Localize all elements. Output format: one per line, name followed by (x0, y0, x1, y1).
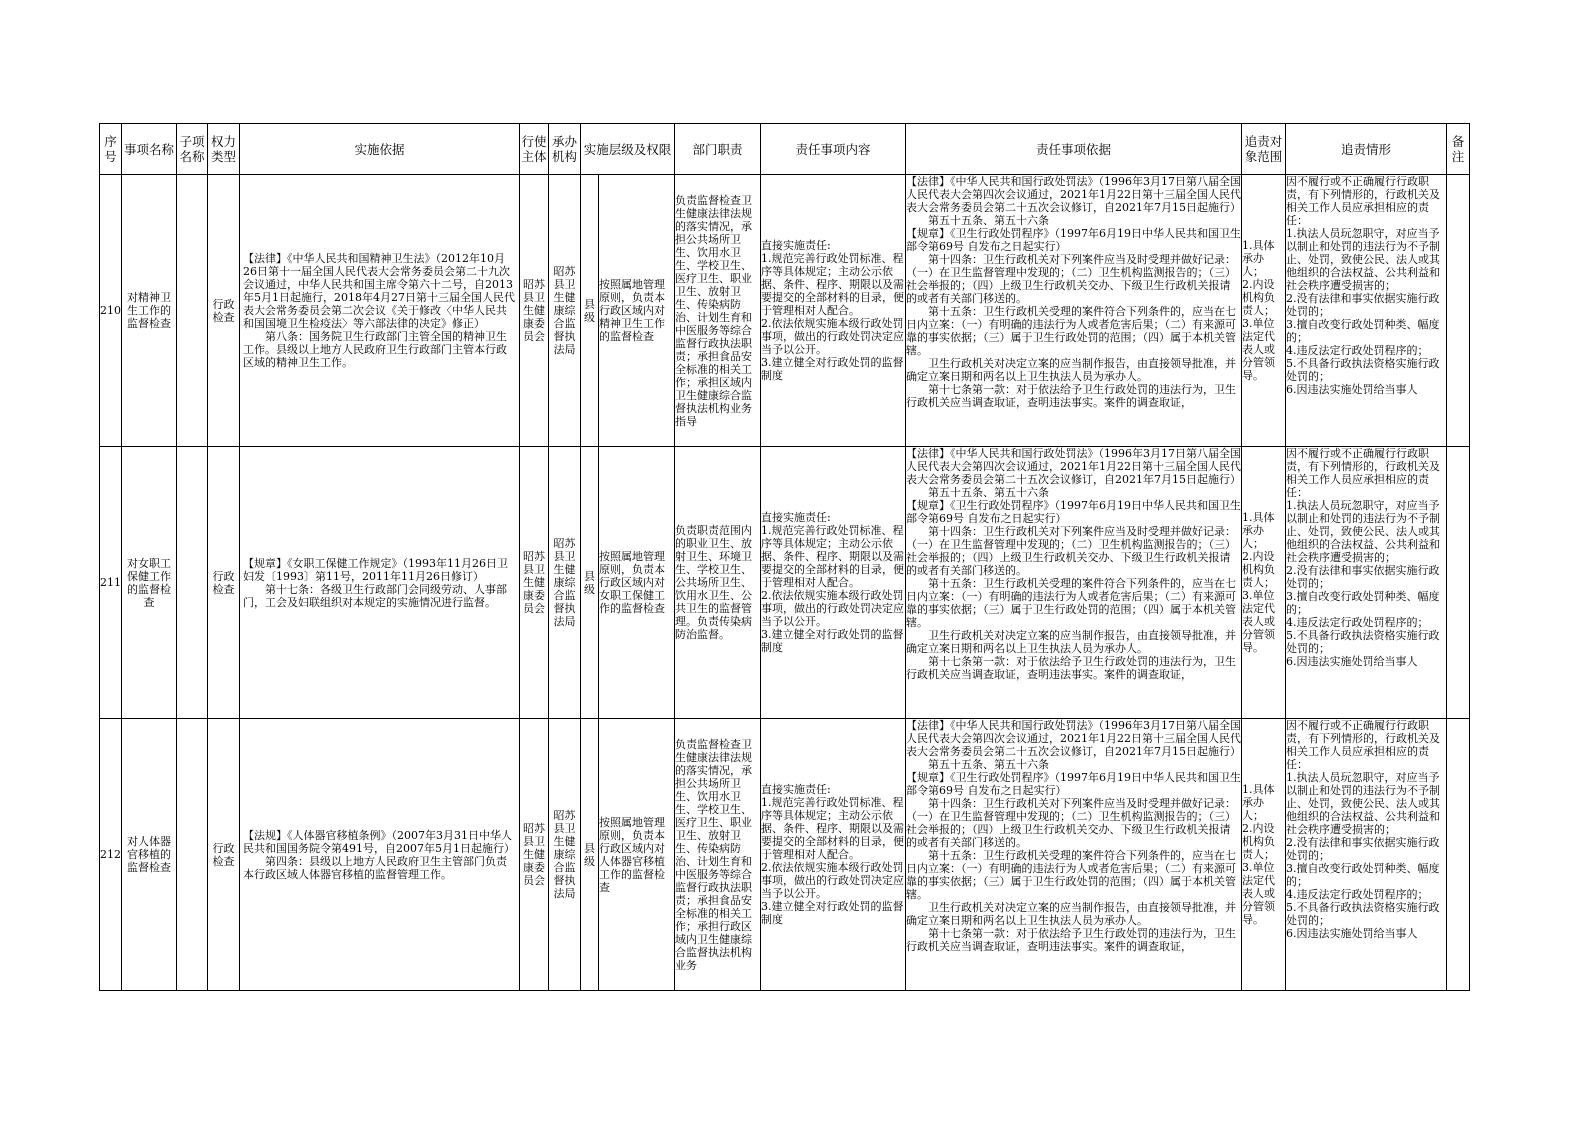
resp-basis-art14: 第十四条：卫生行政机关对下列案件应当及时受理并做好记录：（一）在卫生监督管理中发现的；（二）卫生机构监测报告的；（三）社会举报的；（四）上级卫生行政机关交办、下级卫生行政机关报请的或者有关部门移送的。 (906, 253, 1236, 305)
situations-content: 因不履行或不正确履行行政职责，有下列情形的，行政机关及相关工作人员应承担相应的责任： 1.执法人员玩忽职守，对应当予以制止和处罚的违法行为不予制止、处罚，致使公民、法人或其他组织的合法权益、公共利益和社会秩序遭受损害的； 2.没有法律和事实依据实施行政处罚的； 3.擅自改变行政处罚种类、幅度的； 4.违反法定行政处罚程序的； 5.不具备行政执法资格实施行政处罚的； 6.因违法实施处罚给当事人 (1286, 447, 1440, 668)
executing-subject: 昭苏县卫生健康委员会 (520, 719, 549, 991)
item-name: 对女职工保健工作的监督检查 (122, 447, 177, 719)
resp-basis-articles: 第五十五条、第五十六条 (928, 486, 1049, 499)
resp-basis-rule: 【规章】《卫生行政处罚程序》（1997年6月19日中华人民共和国卫生部令第69号 自发布之日起实行） (906, 227, 1241, 253)
basis-text (243, 252, 516, 369)
header-row (100, 124, 1470, 175)
basis-source: 【法规】《人体器官移植条例》（2007年3月31日中华人民共和国国务院令第491号，自2007年5月1日起施行） (243, 828, 515, 855)
responsibility-content: 直接实施责任: 1.规范完善行政处罚标准、程序等具体规定；主动公示依据、条件、程序、期限以及需要提交的全部材料的目录，便于管理相对人配合。 2.依法依规实施本级行政处罚事项，做出的行政处罚决定应当予以公开。 3.建立健全对行政处罚的监督制度 (761, 719, 906, 991)
resp-basis-law: 【法律】《中华人民共和国行政处罚法》（1996年3月17日第八届全国人民代表大会第四次会议通过，2021年1月22日第十三届全国人民代表大会常务委员会第二十五次会议修订，自2021年7月15日起施行） (906, 447, 1241, 486)
table-row (100, 447, 1470, 719)
resp-basis-art17: 第十七条第一款：对于依法给予卫生行政处罚的违法行为，卫生行政机关应当调查取证，查明违法事实。案件的调查取证， (906, 927, 1236, 953)
header-seq: 序号 (100, 124, 122, 175)
situations-text (1286, 719, 1446, 940)
responsibility-basis (906, 719, 1242, 991)
header-subject: 行使主体 (520, 124, 549, 175)
resp-basis-art15: 第十五条：卫生行政机关受理的案件符合下列条件的，应当在七日内立案：（一）有明确的违法行为人或者危害后果；（二）有来源可靠的事实依据；（三）属于卫生行政处罚的范围；（四）属于本机关管辖。 (906, 305, 1236, 357)
basis-article: 第十七条：各级卫生行政部门会同级劳动、人事部门，工会及妇联组织对本规定的实施情况进行监督。 (243, 582, 507, 609)
dept-duty (675, 447, 761, 719)
resp-basis-text (906, 447, 1241, 681)
responsibility-content: 直接实施责任: 1.规范完善行政处罚标准、程序等具体规定；主动公示依据、条件、程序、期限以及需要提交的全部材料的目录，便于管理相对人配合。 2.依法依规实施本级行政处罚事项，做出的行政处罚决定应当予以公开。 3.建立健全对行政处罚的监督制度 (761, 175, 906, 447)
implementation-level: 县级 (581, 719, 599, 991)
header-org: 承办机构 (549, 124, 581, 175)
resp-basis-art15: 第十五条：卫生行政机关受理的案件符合下列条件的，应当在七日内立案：（一）有明确的违法行为人或者危害后果；（二）有来源可靠的事实依据；（三）属于卫生行政处罚的范围；（四）属于本机关管辖。 (906, 849, 1236, 901)
resp-basis-art14: 第十四条：卫生行政机关对下列案件应当及时受理并做好记录：（一）在卫生监督管理中发现的；（二）卫生机构监测报告的；（三）社会举报的；（四）上级卫生行政机关交办、下级卫生行政机关报请的或者有关部门移送的。 (906, 525, 1236, 577)
resp-basis-articles: 第五十五条、第五十六条 (928, 758, 1049, 771)
responsibility-content: 直接实施责任: 1.规范完善行政处罚标准、程序等具体规定；主动公示依据、条件、程序、期限以及需要提交的全部材料的目录，便于管理相对人配合。 2.依法依规实施本级行政处罚事项，做出的行政处罚决定应当予以公开。 3.建立健全对行政处罚的监督制度 (761, 447, 906, 719)
situations-text (1286, 447, 1446, 668)
power-list-table (99, 123, 1470, 991)
header-level: 实施层级及权限 (581, 124, 675, 175)
sub-item-name (177, 175, 208, 447)
table-row (100, 719, 1470, 991)
handling-org: 昭苏县卫生健康综合监督执法局 (549, 175, 581, 447)
item-name: 对精神卫生工作的监督检查 (122, 175, 177, 447)
resp-basis-law: 【法律】《中华人民共和国行政处罚法》（1996年3月17日第八届全国人民代表大会第四次会议通过，2021年1月22日第十三届全国人民代表大会常务委员会第二十五次会议修订，自2021年7月15日起施行） (906, 175, 1241, 214)
resp-basis-art17: 第十七条第一款：对于依法给予卫生行政处罚的违法行为，卫生行政机关应当调查取证，查明违法事实。案件的调查取证， (906, 383, 1236, 409)
header-resp-content: 责任事项内容 (761, 124, 906, 175)
accountability-scope: 1.具体承办人； 2.内设机构负责人； 3.单位法定代表人或分管领导。 (1242, 719, 1286, 991)
situations-text (1286, 175, 1446, 396)
table-row (100, 175, 1470, 447)
header-scope: 追责对象范围 (1242, 124, 1286, 175)
row-seq: 211 (100, 447, 122, 719)
header-power-type: 权力类型 (208, 124, 240, 175)
executing-subject: 昭苏县卫生健康委员会 (520, 175, 549, 447)
implementation-basis (240, 719, 520, 991)
resp-basis-rule: 【规章】《卫生行政处罚程序》（1997年6月19日中华人民共和国卫生部令第69号 自发布之日起实行） (906, 771, 1241, 797)
dept-duty-content: 负责监督检查卫生健康法律法规的落实情况，承担公共场所卫生、饮用水卫生、学校卫生、医疗卫生、职业卫生、放射卫生、传染病防治、计划生育和中医服务等综合监督行政执法职责；承担食品安全标准的相关工作；承担区域内卫生健康综合监督执法机构业务指导 (675, 193, 752, 428)
resp-basis-filing: 卫生行政机关对决定立案的应当制作报告，由直接领导批准，并确定立案日期和两名以上卫生执法人员为承办人。 (906, 629, 1236, 655)
header-item-name: 事项名称 (122, 124, 177, 175)
resp-basis-art15: 第十五条：卫生行政机关受理的案件符合下列条件的，应当在七日内立案：（一）有明确的违法行为人或者危害后果；（二）有来源可靠的事实依据；（三）属于卫生行政处罚的范围；（四）属于本机关管辖。 (906, 577, 1236, 629)
remark (1447, 175, 1470, 447)
accountability-situations (1286, 447, 1447, 719)
header-resp-basis: 责任事项依据 (906, 124, 1242, 175)
resp-basis-rule: 【规章】《卫生行政处罚程序》（1997年6月19日中华人民共和国卫生部令第69号 自发布之日起实行） (906, 499, 1241, 525)
remark (1447, 719, 1470, 991)
accountability-scope: 1.具体承办人； 2.内设机构负责人； 3.单位法定代表人或分管领导。 (1242, 175, 1286, 447)
dept-duty (675, 175, 761, 447)
resp-basis-text (906, 175, 1241, 409)
accountability-situations (1286, 719, 1447, 991)
dept-duty-text (675, 194, 760, 428)
implementation-level: 县级 (581, 447, 599, 719)
dept-duty-text (675, 524, 760, 641)
resp-basis-filing: 卫生行政机关对决定立案的应当制作报告，由直接领导批准，并确定立案日期和两名以上卫生执法人员为承办人。 (906, 357, 1236, 383)
situations-content: 因不履行或不正确履行行政职责，有下列情形的，行政机关及相关工作人员应承担相应的责任： 1.执法人员玩忽职守，对应当予以制止和处罚的违法行为不予制止、处罚，致使公民、法人或其他组织的合法权益、公共利益和社会秩序遭受损害的； 2.没有法律和事实依据实施行政处罚的； 3.擅自改变行政处罚种类、幅度的； 4.违反法定行政处罚程序的； 5.不具备行政执法资格实施行政处罚的； 6.因违法实施处罚给当事人 (1286, 719, 1440, 940)
resp-basis-filing: 卫生行政机关对决定立案的应当制作报告，由直接领导批准，并确定立案日期和两名以上卫生执法人员为承办人。 (906, 901, 1236, 927)
implementation-basis (240, 447, 520, 719)
header-remark: 备注 (1447, 124, 1470, 175)
resp-basis-art14: 第十四条：卫生行政机关对下列案件应当及时受理并做好记录：（一）在卫生监督管理中发现的；（二）卫生机构监测报告的；（三）社会举报的；（四）上级卫生行政机关交办、下级卫生行政机关报请的或者有关部门移送的。 (906, 797, 1236, 849)
responsibility-basis (906, 447, 1242, 719)
resp-basis-text (906, 719, 1241, 953)
authority-scope: 按照属地管理原则，负责本行政区域内对精神卫生工作的监督检查 (599, 175, 675, 447)
row-seq: 210 (100, 175, 122, 447)
header-situations: 追责情形 (1286, 124, 1447, 175)
implementation-level: 县级 (581, 175, 599, 447)
resp-basis-law: 【法律】《中华人民共和国行政处罚法》（1996年3月17日第八届全国人民代表大会第四次会议通过，2021年1月22日第十三届全国人民代表大会常务委员会第二十五次会议修订，自2021年7月15日起施行） (906, 719, 1241, 758)
resp-basis-articles: 第五十五条、第五十六条 (928, 214, 1049, 227)
row-seq: 212 (100, 719, 122, 991)
authority-scope: 按照属地管理原则，负责本行政区域内对女职工保健工作的监督检查 (599, 447, 675, 719)
header-sub-item: 子项名称 (177, 124, 208, 175)
handling-org: 昭苏县卫生健康综合监督执法局 (549, 447, 581, 719)
item-name: 对人体器官移植的监督检查 (122, 719, 177, 991)
header-basis: 实施依据 (240, 124, 520, 175)
authority-scope: 按照属地管理原则，负责本行政区域内对人体器官移植工作的监督检查 (599, 719, 675, 991)
power-type: 行政检查 (208, 175, 240, 447)
executing-subject: 昭苏县卫生健康委员会 (520, 447, 549, 719)
dept-duty-content: 负责监督检查卫生健康法律法规的落实情况，承担公共场所卫生、饮用水卫生、学校卫生、医疗卫生、职业卫生、放射卫生、传染病防治、计划生育和中医服务等综合监督行政执法职责；承担食品安全标准的相关工作；承担行政区域内卫生健康综合监督执法机构业务 (675, 737, 752, 972)
sub-item-name (177, 447, 208, 719)
basis-article: 第四条：县级以上地方人民政府卫生主管部门负责本行政区域人体器官移植的监督管理工作。 (243, 854, 507, 881)
power-type: 行政检查 (208, 719, 240, 991)
resp-basis-art17: 第十七条第一款：对于依法给予卫生行政处罚的违法行为，卫生行政机关应当调查取证，查明违法事实。案件的调查取证， (906, 655, 1236, 681)
handling-org: 昭苏县卫生健康综合监督执法局 (549, 719, 581, 991)
power-type: 行政检查 (208, 447, 240, 719)
basis-source: 【规章】《女职工保健工作规定》（1993年11月26日卫妇发〔1993〕第11号，2011年11月26日修订） (243, 556, 508, 583)
basis-text (243, 829, 516, 881)
dept-duty-text (675, 738, 760, 972)
accountability-situations (1286, 175, 1447, 447)
basis-article: 第八条：国务院卫生行政部门主管全国的精神卫生工作。县级以上地方人民政府卫生行政部门主管本行政区域的精神卫生工作。 (243, 330, 507, 369)
header-dept-duty: 部门职责 (675, 124, 761, 175)
situations-content: 因不履行或不正确履行行政职责，有下列情形的，行政机关及相关工作人员应承担相应的责任： 1.执法人员玩忽职守，对应当予以制止和处罚的违法行为不予制止、处罚，致使公民、法人或其他组织的合法权益、公共利益和社会秩序遭受损害的； 2.没有法律和事实依据实施行政处罚的； 3.擅自改变行政处罚种类、幅度的； 4.违反法定行政处罚程序的； 5.不具备行政执法资格实施行政处罚的； 6.因违法实施处罚给当事人 (1286, 175, 1440, 396)
sub-item-name (177, 719, 208, 991)
dept-duty-content: 负责职责范围内的职业卫生、放射卫生、环境卫生、学校卫生、公共场所卫生、饮用水卫生、公共卫生的监督管理。负责传染病防治监督。 (675, 524, 752, 641)
remark (1447, 447, 1470, 719)
responsibility-basis (906, 175, 1242, 447)
basis-text (243, 557, 516, 609)
dept-duty (675, 719, 761, 991)
accountability-scope: 1.具体承办人； 2.内设机构负责人； 3.单位法定代表人或分管领导。 (1242, 447, 1286, 719)
basis-source: 【法律】《中华人民共和国精神卫生法》（2012年10月26日第十一届全国人民代表大会常务委员会第二十九次会议通过，中华人民共和国主席令第六十二号，自2013年5月1日起施行，2018年4月27日第十三届全国人民代表大会常务委员会第二次会议《关于修改〈中华人民共和国国境卫生检疫法〉等六部法律的决定》修正） (243, 252, 515, 330)
implementation-basis (240, 175, 520, 447)
